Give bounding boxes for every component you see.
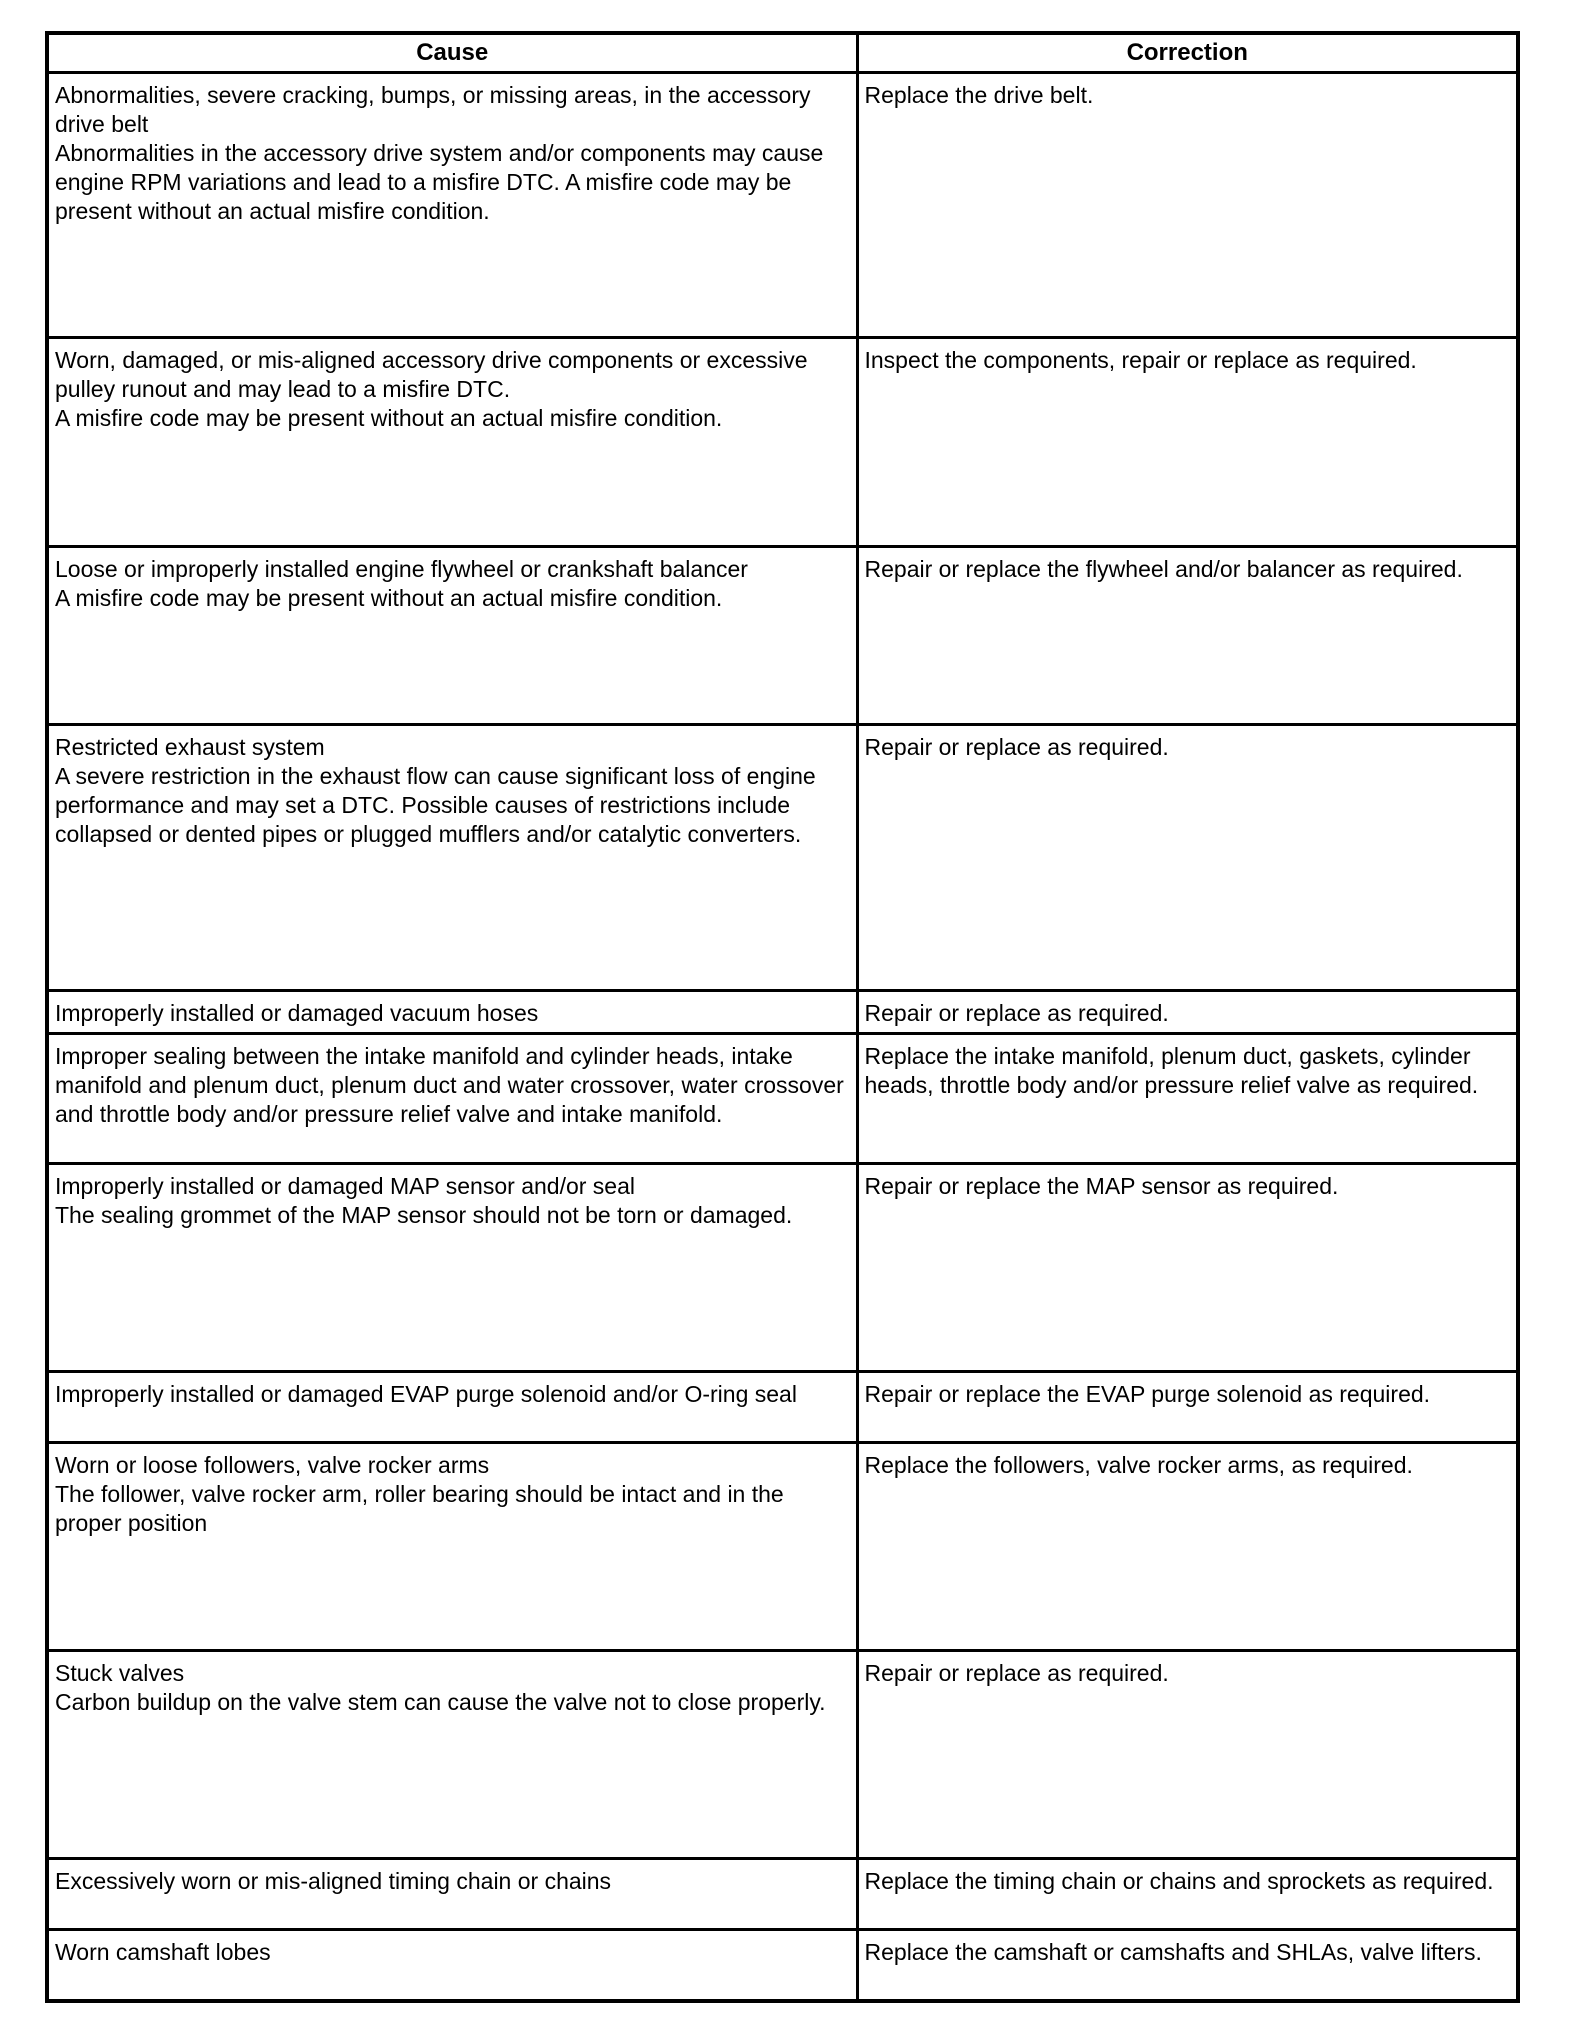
cause-text: Excessively worn or mis-aligned timing chain or chains xyxy=(55,1868,612,1894)
cause-cell xyxy=(47,991,857,1034)
cause-note: The follower, valve rocker arm, roller bearing should be intact and in the proper position xyxy=(55,1481,784,1536)
table-row xyxy=(47,547,1518,725)
cause-note: The sealing grommet of the MAP sensor should not be torn or damaged. xyxy=(55,1202,793,1228)
table-row xyxy=(47,991,1518,1034)
table-row xyxy=(47,1651,1518,1859)
correction-cell: Repair or replace as required. xyxy=(857,725,1518,991)
cause-cell xyxy=(47,1859,857,1930)
correction-cell: Repair or replace the MAP sensor as required. xyxy=(857,1164,1518,1372)
correction-cell: Replace the intake manifold, plenum duct, gaskets, cylinder heads, throttle body and/or pressure relief valve as required. xyxy=(857,1034,1518,1164)
correction-cell: Repair or replace as required. xyxy=(857,1651,1518,1859)
correction-cell: Repair or replace the flywheel and/or balancer as required. xyxy=(857,547,1518,725)
cause-cell xyxy=(47,338,857,547)
table-row xyxy=(47,1930,1518,2001)
cause-text: Improper sealing between the intake manifold and cylinder heads, intake manifold and plenum duct, plenum duct and water crossover, water crossover and throttle body and/or pressure relief valve and intake manifold. xyxy=(55,1043,844,1127)
cause-cell xyxy=(47,73,857,338)
cause-column-header: Cause xyxy=(47,33,857,73)
cause-cell xyxy=(47,725,857,991)
cause-text: Abnormalities, severe cracking, bumps, or missing areas, in the accessory drive belt xyxy=(55,82,811,137)
cause-cell xyxy=(47,1930,857,2001)
cause-cell xyxy=(47,1651,857,1859)
table-row xyxy=(47,1443,1518,1651)
cause-cell xyxy=(47,1443,857,1651)
cause-text: Worn camshaft lobes xyxy=(55,1939,271,1965)
cause-note: A misfire code may be present without an actual misfire condition. xyxy=(55,585,723,611)
table-row xyxy=(47,1034,1518,1164)
correction-cell: Replace the drive belt. xyxy=(857,73,1518,338)
cause-note: Carbon buildup on the valve stem can cause the valve not to close properly. xyxy=(55,1689,826,1715)
correction-cell: Inspect the components, repair or replace as required. xyxy=(857,338,1518,547)
table-row xyxy=(47,73,1518,338)
table-row xyxy=(47,1859,1518,1930)
cause-text: Stuck valves xyxy=(55,1660,185,1686)
cause-text: Loose or improperly installed engine flywheel or crankshaft balancer xyxy=(55,556,748,582)
cause-cell xyxy=(47,547,857,725)
cause-text: Worn or loose followers, valve rocker arms xyxy=(55,1452,490,1478)
table-row xyxy=(47,1372,1518,1443)
table-row xyxy=(47,725,1518,991)
correction-cell: Replace the timing chain or chains and sprockets as required. xyxy=(857,1859,1518,1930)
table-row xyxy=(47,338,1518,547)
table-row xyxy=(47,1164,1518,1372)
cause-note: A misfire code may be present without an actual misfire condition. xyxy=(55,405,723,431)
cause-text: Worn, damaged, or mis-aligned accessory drive components or excessive pulley runout and may lead to a misfire DTC. xyxy=(55,347,808,402)
correction-cell: Replace the camshaft or camshafts and SHLAs, valve lifters. xyxy=(857,1930,1518,2001)
diagnostic-table-container xyxy=(45,31,1516,2003)
correction-cell: Replace the followers, valve rocker arms, as required. xyxy=(857,1443,1518,1651)
cause-cell xyxy=(47,1034,857,1164)
cause-cell xyxy=(47,1372,857,1443)
cause-note: Abnormalities in the accessory drive system and/or components may cause engine RPM variations and lead to a misfire DTC. A misfire code may be present without an actual misfire condition. xyxy=(55,140,824,224)
cause-correction-table xyxy=(45,31,1520,2003)
table-header-row xyxy=(47,33,1518,73)
cause-text: Restricted exhaust system xyxy=(55,734,325,760)
correction-column-header: Correction xyxy=(857,33,1518,73)
cause-text: Improperly installed or damaged vacuum hoses xyxy=(55,1000,539,1026)
correction-cell: Repair or replace as required. xyxy=(857,991,1518,1034)
cause-text: Improperly installed or damaged MAP sensor and/or seal xyxy=(55,1173,635,1199)
correction-cell: Repair or replace the EVAP purge solenoid as required. xyxy=(857,1372,1518,1443)
cause-cell xyxy=(47,1164,857,1372)
cause-note: A severe restriction in the exhaust flow can cause significant loss of engine performance and may set a DTC. Possible causes of restrictions include collapsed or dented pipes or plugged mufflers and/or catalytic converters. xyxy=(55,763,816,847)
cause-text: Improperly installed or damaged EVAP purge solenoid and/or O-ring seal xyxy=(55,1381,797,1407)
